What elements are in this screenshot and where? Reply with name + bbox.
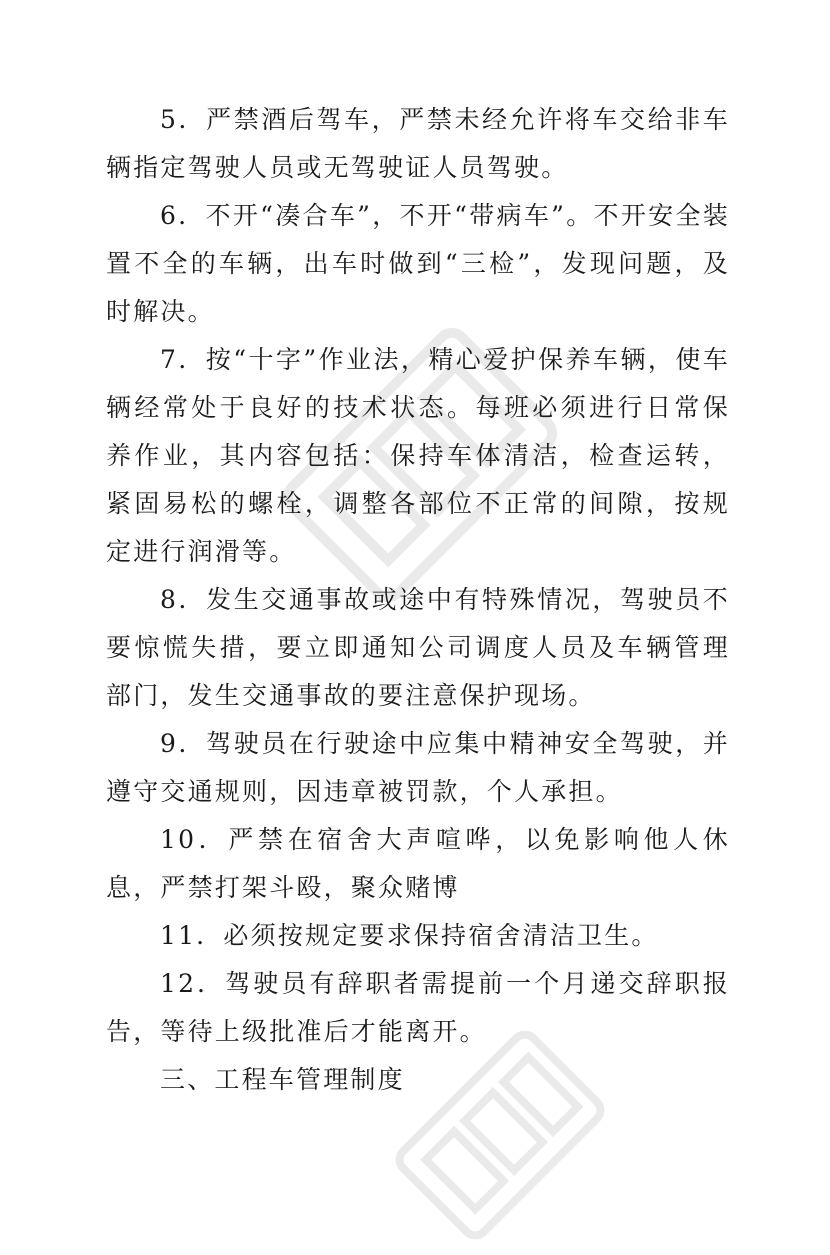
paragraph-item-11: 11．必须按规定要求保持宿舍清洁卫生。: [160, 921, 659, 950]
paragraph-item-7: 7．按“十字”作业法，精心爱护保养车辆，使车辆经常处于良好的技术状态。每班必须进行日常保养作业，其内容包括：保持车体清洁，检查运转，紧固易松的螺栓，调整各部位不正常的间隙，按规定进行润滑等。: [106, 345, 730, 566]
paragraph-item-10: 10．严禁在宿舍大声喧哗，以免影响他人休息，严禁打架斗殴，聚众赌博: [106, 825, 730, 902]
paragraph-item-9: 9．驾驶员在行驶途中应集中精神安全驾驶，并遵守交通规则，因违章被罚款，个人承担。: [106, 729, 730, 806]
paragraph-item-6: 6．不开“凑合车”，不开“带病车”。不开安全装置不全的车辆，出车时做到“三检”，发现问题，及时解决。: [106, 201, 730, 326]
paragraph-item-12: 12．驾驶员有辞职者需提前一个月递交辞职报告，等待上级批准后才能离开。: [106, 969, 730, 1046]
paragraph-item-8: 8．发生交通事故或途中有特殊情况，驾驶员不要惊慌失措，要立即通知公司调度人员及车辆管理部门，发生交通事故的要注意保护现场。: [106, 585, 730, 710]
document-body: [106, 96, 730, 1104]
section-heading: 三、工程车管理制度: [160, 1065, 405, 1094]
paragraph-item-5: 5．严禁酒后驾车，严禁未经允许将车交给非车辆指定驾驶人员或无驾驶证人员驾驶。: [106, 105, 730, 182]
